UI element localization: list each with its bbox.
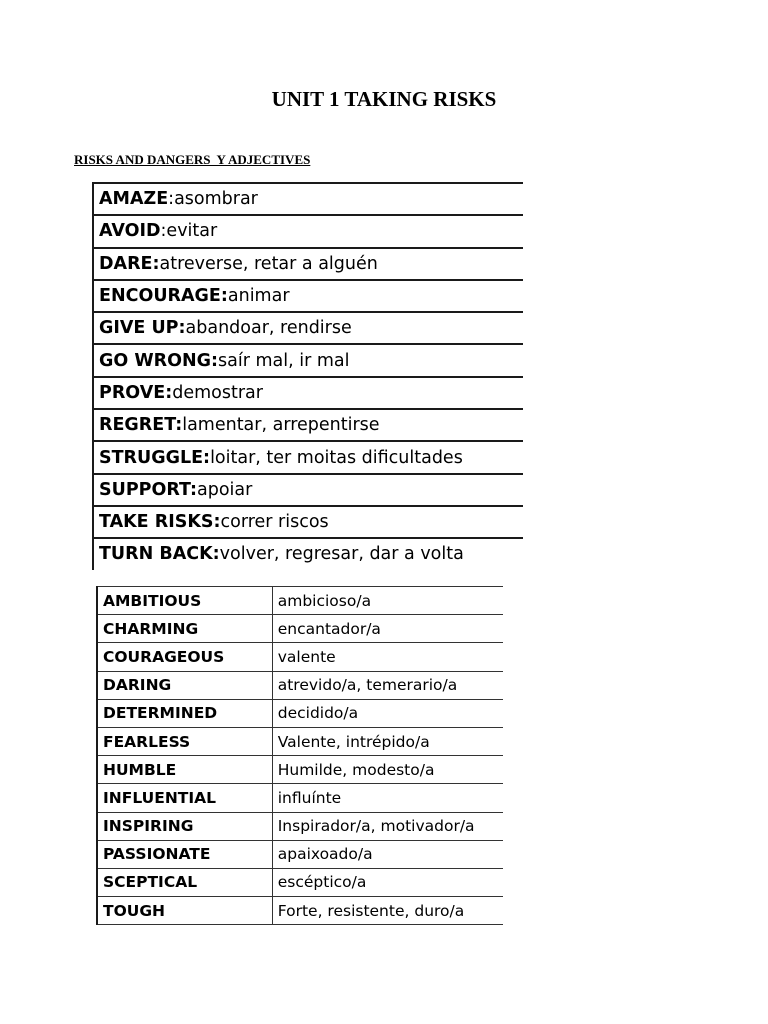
adjective-definition: decidido/a (272, 699, 503, 727)
adjective-row (97, 643, 503, 671)
verbs-vocabulary-table (92, 182, 523, 570)
verb-term: AVOID (99, 221, 161, 242)
verb-term: TURN BACK: (99, 544, 220, 565)
adjective-definition: atrevido/a, temerario/a (272, 671, 503, 699)
verb-row (94, 281, 523, 313)
adjective-row (97, 840, 503, 868)
adjective-term: COURAGEOUS (97, 643, 272, 671)
adjective-term: SCEPTICAL (97, 868, 272, 896)
verb-definition: apoiar (197, 479, 253, 500)
adjective-row (97, 812, 503, 840)
adjective-definition: Valente, intrépido/a (272, 727, 503, 755)
verb-row (94, 539, 523, 569)
adjective-term: FEARLESS (97, 727, 272, 755)
verb-row (94, 184, 523, 216)
verb-row (94, 378, 523, 410)
verb-row (94, 507, 523, 539)
adjective-row (97, 897, 503, 925)
verb-row (94, 313, 523, 345)
adjective-term: INSPIRING (97, 812, 272, 840)
page-title: UNIT 1 TAKING RISKS (271, 87, 497, 111)
adjectives-vocabulary-table (96, 586, 503, 925)
adjective-term: DETERMINED (97, 699, 272, 727)
verb-term: AMAZE (99, 189, 169, 210)
verb-term: REGRET: (99, 415, 183, 436)
verb-separator: : (168, 189, 175, 210)
adjective-row (97, 587, 503, 615)
verb-definition: saír mal, ir mal (218, 350, 350, 371)
adjective-definition: Humilde, modesto/a (272, 756, 503, 784)
adjective-definition: encantador/a (272, 615, 503, 643)
verb-definition: atreverse, retar a alguén (159, 253, 378, 274)
verb-row (94, 249, 523, 281)
verb-definition: evitar (166, 221, 218, 242)
adjective-row (97, 671, 503, 699)
verb-term: STRUGGLE: (99, 447, 211, 468)
verb-definition: animar (227, 286, 290, 307)
adjective-term: HUMBLE (97, 756, 272, 784)
verb-row (94, 216, 523, 248)
adjective-term: INFLUENTIAL (97, 784, 272, 812)
verb-definition: asombrar (174, 189, 258, 210)
adjective-term: AMBITIOUS (97, 587, 272, 615)
verb-term: ENCOURAGE: (99, 286, 228, 307)
adjective-term: TOUGH (97, 897, 272, 925)
adjective-row (97, 615, 503, 643)
section-heading: RISKS AND DANGERS Y ADJECTIVES (74, 152, 311, 167)
verb-separator: : (160, 221, 167, 242)
verb-term: DARE: (99, 253, 160, 274)
verb-term: PROVE: (99, 382, 173, 403)
adjective-row (97, 699, 503, 727)
verb-definition: volver, regresar, dar a volta (219, 544, 464, 565)
adjective-row (97, 756, 503, 784)
verb-definition: correr riscos (220, 512, 329, 533)
adjective-row (97, 727, 503, 755)
adjective-definition: influínte (272, 784, 503, 812)
verb-row (94, 442, 523, 474)
adjective-definition: apaixoado/a (272, 840, 503, 868)
verb-row (94, 410, 523, 442)
verb-term: SUPPORT: (99, 479, 198, 500)
adjective-row (97, 784, 503, 812)
adjective-definition: valente (272, 643, 503, 671)
verb-definition: abandoar, rendirse (185, 318, 352, 339)
verb-term: GIVE UP: (99, 318, 186, 339)
verb-term: TAKE RISKS: (99, 512, 221, 533)
adjective-row (97, 868, 503, 896)
adjective-definition: Forte, resistente, duro/a (272, 897, 503, 925)
verb-row (94, 345, 523, 377)
adjective-term: CHARMING (97, 615, 272, 643)
adjective-definition: Inspirador/a, motivador/a (272, 812, 503, 840)
verb-definition: loitar, ter moitas dificultades (210, 447, 463, 468)
verb-definition: lamentar, arrepentirse (182, 415, 380, 436)
adjective-term: PASSIONATE (97, 840, 272, 868)
adjective-term: DARING (97, 671, 272, 699)
verb-row (94, 475, 523, 507)
adjective-definition: ambicioso/a (272, 587, 503, 615)
verb-definition: demostrar (172, 382, 263, 403)
adjective-definition: escéptico/a (272, 868, 503, 896)
verb-term: GO WRONG: (99, 350, 218, 371)
